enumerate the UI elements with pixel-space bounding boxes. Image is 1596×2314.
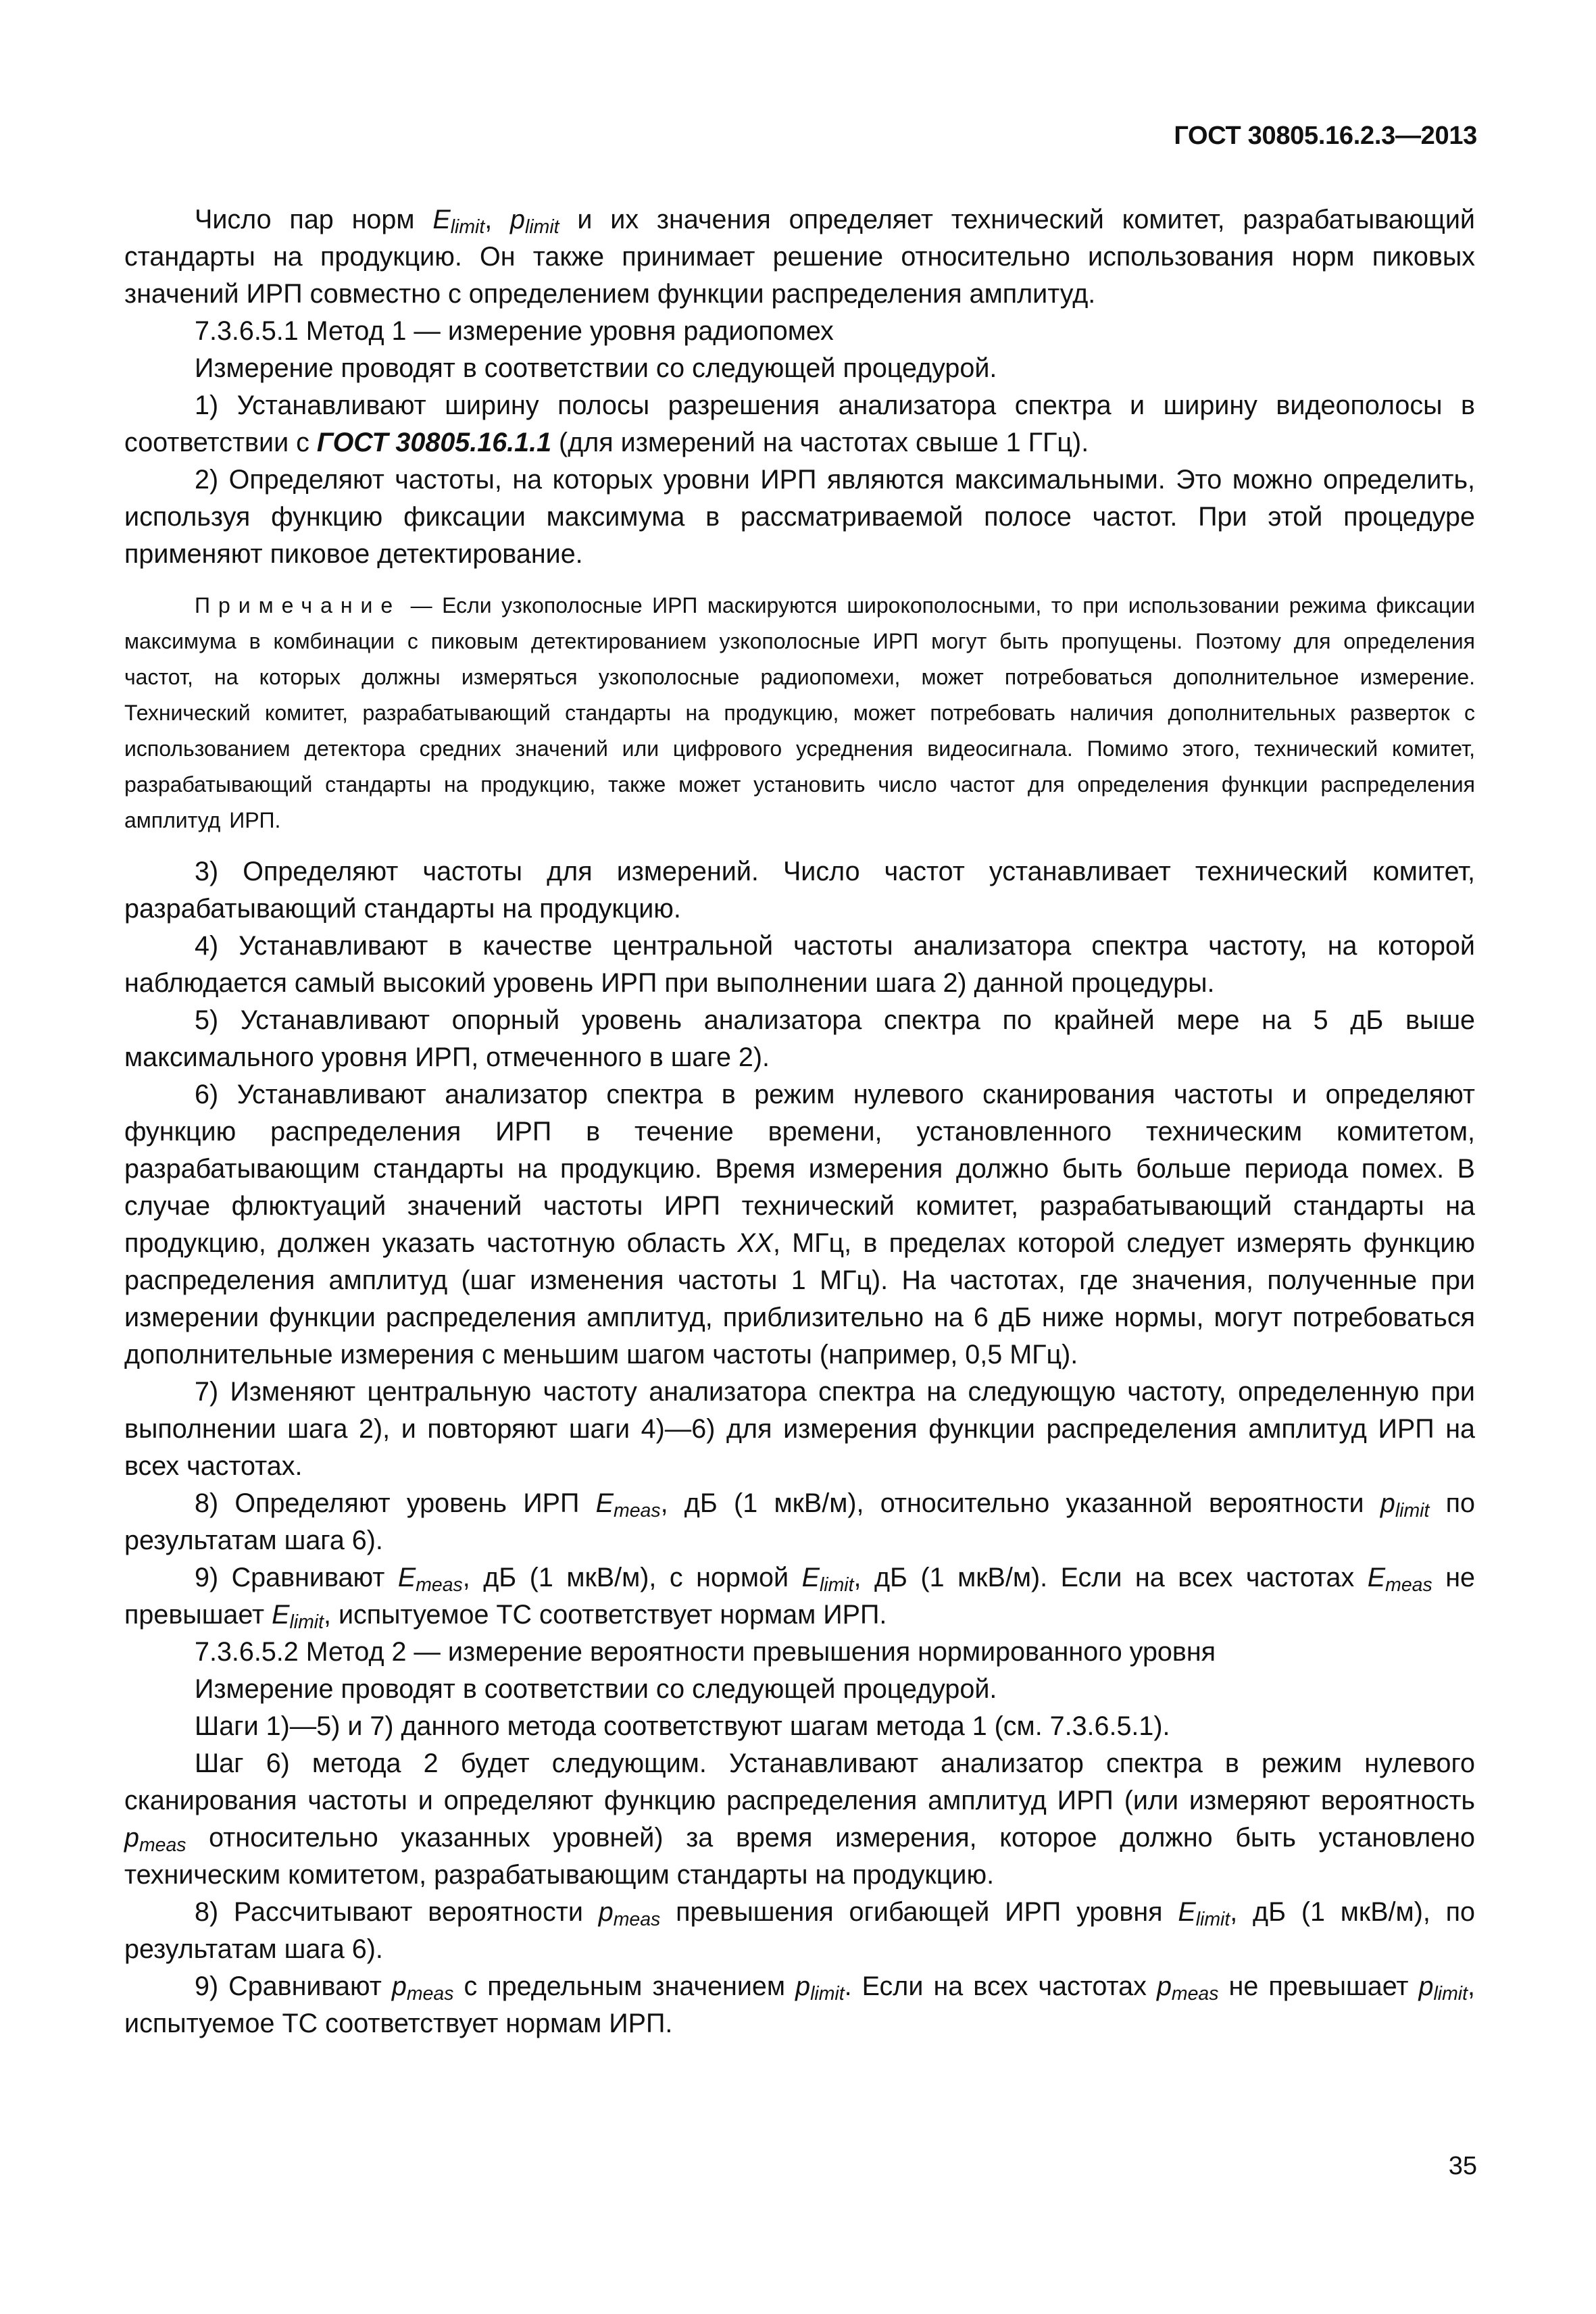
note-label: Примечание bbox=[195, 593, 401, 618]
note-block bbox=[124, 588, 1475, 838]
step-6: 6) Устанавливают анализатор спектра в режим нулевого сканирования частоты и определяют функцию распределения ИРП в течение времени, установленного техническим комитетом, разрабатывающим стандарты на продукцию. Время измерения должно быть больше периода помех. В случае флюктуаций значений частоты ИРП технический комитет, разрабатывающий стандарты на продукцию, должен указать частотную область XX, МГц, в пределах которой следует измерять функцию распределения амплитуд (шаг изменения частоты 1 МГц). На частотах, где значения, полученные при измерении функции распределения амплитуд, приблизительно на 6 дБ ниже нормы, могут потребоваться дополнительные измерения с меньшим шагом частоты (например, 0,5 МГц). bbox=[124, 1080, 1476, 1369]
note-text: — Если узкополосные ИРП маскируются широкополосными, то при использовании режима фиксации максимума в комбинации с пиковым детектированием узкополосные ИРП могут быть пропущены. Поэтому для определения частот, на которых должны измеряться узкополосные радиопомехи, может потребоваться дополнительное измерение. Технический комитет, разрабатывающий стандарты на продукцию, может потребовать наличия дополнительных разверток с использованием детектора средних значений или цифрового усреднения видеосигнала. Помимо этого, технический комитет, разрабатывающий стандарты на продукцию, также может установить число частот для определения функции распределения амплитуд ИРП. bbox=[124, 593, 1475, 832]
method2-step-9: 9) Сравнивают $p_{meas}$ с предельным значением $p_{limit}$. Если на всех частотах $p_{meas}$ не превышает $p_{limit}$, испытуемое ТС соответствует нормам ИРП. bbox=[124, 1971, 1475, 2038]
page-number: 35 bbox=[1448, 2152, 1477, 2180]
step-3: 3) Определяют частоты для измерений. Число частот устанавливает технический комитет, разрабатывающий стандарты на продукцию. bbox=[124, 857, 1475, 924]
step-9: 9) Сравнивают $E_{meas}$, дБ (1 мкВ/м), с нормой $E_{limit}$, дБ (1 мкВ/м). Если на всех частотах $E_{meas}$ не превышает $E_{limit}$, испытуемое ТС соответствует нормам ИРП. bbox=[124, 1563, 1475, 1634]
step-1: 1) Устанавливают ширину полосы разрешения анализатора спектра и ширину видеополосы в соответствии с ГОСТ 30805.16.1.1 (для измерений на частотах свыше 1 ГГц). bbox=[124, 391, 1475, 457]
step-7: 7) Изменяют центральную частоту анализатора спектра на следующую частоту, определенную при выполнении шага 2), и повторяют шаги 4)—6) для измерения функции распределения амплитуд ИРП на всех частотах. bbox=[124, 1377, 1475, 1481]
section-heading-method-1: 7.3.6.5.1 Метод 1 — измерение уровня радиопомех bbox=[195, 316, 834, 346]
method2-step-8: 8) Рассчитывают вероятности $p_{meas}$ превышения огибающей ИРП уровня $E_{limit}$, дБ (1 мкВ/м), по результатам шага 6). bbox=[124, 1897, 1475, 1964]
paragraph-steps-reference: Шаги 1)—5) и 7) данного метода соответствуют шагам метода 1 (см. 7.3.6.5.1). bbox=[195, 1711, 1170, 1741]
paragraph-procedure-intro-2: Измерение проводят в соответствии со следующей процедурой. bbox=[195, 1674, 997, 1704]
standard-reference: ГОСТ 30805.16.1.1 bbox=[316, 428, 552, 457]
section-heading-method-2: 7.3.6.5.2 Метод 2 — измерение вероятности превышения нормированного уровня bbox=[195, 1637, 1216, 1667]
paragraph-procedure-intro: Измерение проводят в соответствии со следующей процедурой. bbox=[195, 353, 997, 383]
step-4: 4) Устанавливают в качестве центральной частоты анализатора спектра частоту, на которой наблюдается самый высокий уровень ИРП при выполнении шага 2) данной процедуры. bbox=[124, 931, 1475, 998]
step-8: 8) Определяют уровень ИРП $E_{meas}$, дБ (1 мкВ/м), относительно указанной вероятности $p_{limit}$ по результатам шага 6). bbox=[124, 1488, 1475, 1555]
paragraph-norm-pairs: Число пар норм $E_{limit}$, $p_{limit}$ и их значения определяет технический комитет, разрабатывающий стандарты на продукцию. Он также принимает решение относительно использования норм пиковых значений ИРП совместно с определением функции распределения амплитуд. bbox=[124, 205, 1475, 309]
method2-step-6: Шаг 6) метода 2 будет следующим. Устанавливают анализатор спектра в режим нулевого сканирования частоты и определяют функцию распределения амплитуд ИРП (или измеряют вероятность $p_{meas}$ относительно указанных уровней) за время измерения, которое должно быть установлено техническим комитетом, разрабатывающим стандарты на продукцию. bbox=[124, 1749, 1475, 1890]
step-2: 2) Определяют частоты, на которых уровни ИРП являются максимальными. Это можно определить, используя функцию фиксации максимума в рассматриваемой полосе частот. При этой процедуре применяют пиковое детектирование. bbox=[124, 465, 1475, 569]
document-header-code: ГОСТ 30805.16.2.3—2013 bbox=[1174, 122, 1477, 150]
document-body bbox=[124, 201, 1475, 2042]
step-5: 5) Устанавливают опорный уровень анализатора спектра по крайней мере на 5 дБ выше максимального уровня ИРП, отмеченного в шаге 2). bbox=[124, 1005, 1475, 1072]
